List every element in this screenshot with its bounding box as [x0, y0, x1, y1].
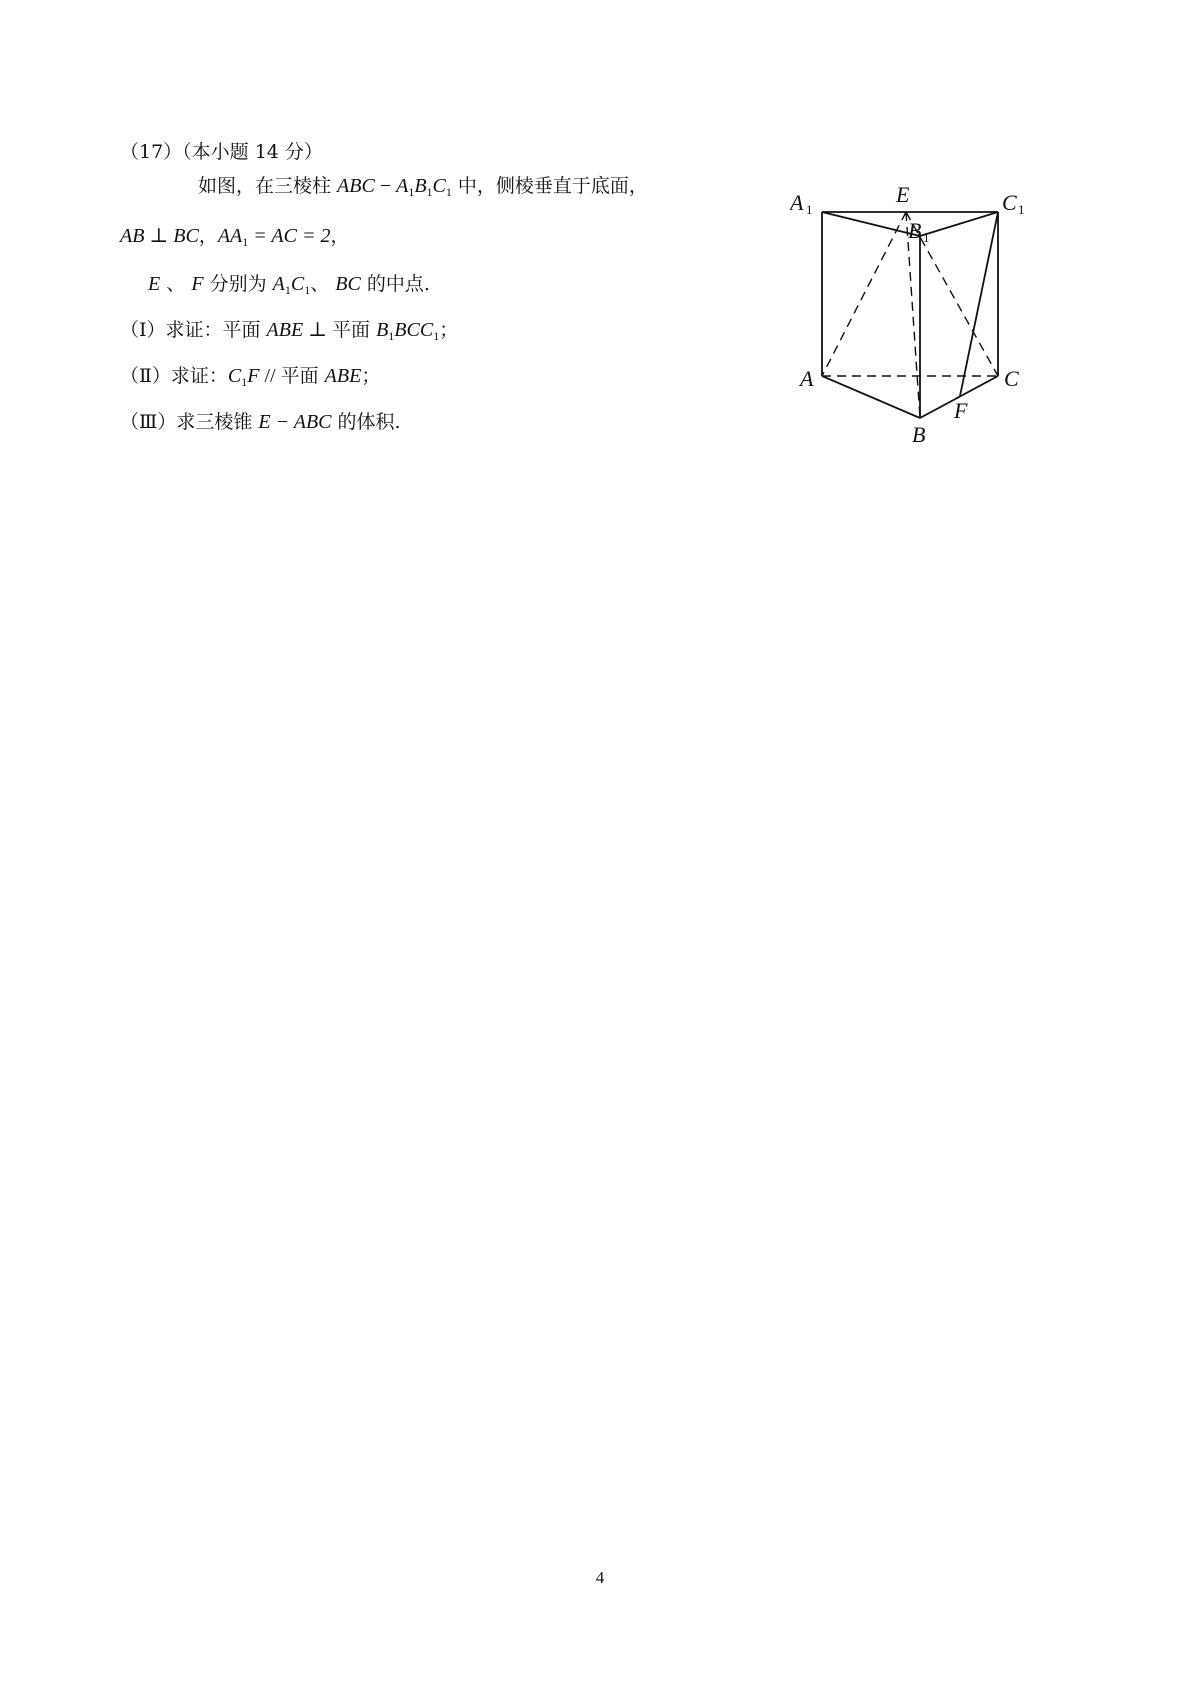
edge-a-b: [822, 376, 920, 418]
problem-intro: [198, 174, 648, 198]
dashed-segment-e-a: [822, 212, 906, 376]
midpoint-end: 的中点.: [360, 273, 430, 295]
minus-sign: −: [374, 175, 397, 197]
segment-bc: BC: [335, 273, 361, 295]
label-a1-sub: 1: [806, 202, 813, 217]
label-b: B: [912, 422, 926, 447]
label-c1-sub: 1: [1018, 202, 1025, 217]
part-3-label: （Ⅲ）求三棱锥: [120, 411, 259, 433]
plane-abe-2: ABE: [324, 365, 362, 387]
part-1-perp: ⊥: [303, 319, 333, 341]
part-2-label: （Ⅱ）求证：: [120, 365, 228, 387]
midpoint-sep: 、: [160, 273, 186, 295]
equation-lhs: $AA_1$: [217, 225, 249, 249]
prism-name: ABC: [337, 175, 375, 197]
intro-prefix: 如图，在三棱柱: [198, 175, 338, 197]
condition-ab: AB: [120, 225, 145, 247]
plane-b1bcc1: $B_1BCC_1$: [376, 319, 440, 343]
prism-top-name: $A_1B_1C_1$: [396, 175, 452, 199]
label-e: E: [896, 182, 910, 207]
plane-abe: ABE: [266, 319, 304, 341]
problem-header-text: （17）（本小题 14 分）: [120, 141, 323, 163]
label-b1: B: [908, 218, 922, 243]
midpoint-text: 分别为: [203, 273, 273, 295]
label-a: A: [800, 366, 814, 391]
segment-c1-f: [960, 212, 998, 396]
equation-end: ，: [330, 225, 350, 247]
part-1-label: （Ⅰ）求证：平面: [120, 319, 267, 341]
label-f: F: [954, 398, 968, 423]
label-b1-sub: 1: [923, 230, 930, 245]
prism-figure: [790, 180, 1050, 460]
part-1-end: ；: [439, 319, 459, 341]
segment-c1f: $C_1F$: [227, 365, 260, 389]
page-number: 4: [595, 1568, 605, 1587]
label-c1: C: [1002, 190, 1017, 215]
part-3-end: 的体积.: [331, 411, 401, 433]
label-a1: A: [790, 190, 804, 215]
edge-a1-b1: [822, 212, 920, 236]
edge-b1-c1: [920, 212, 998, 236]
equation-rest: = AC = 2: [248, 225, 331, 247]
problem-conditions: [120, 224, 349, 248]
segment-a1c1: $A_1C_1$: [272, 273, 311, 297]
problem-part-1: [120, 318, 458, 342]
problem-midpoints: [148, 272, 430, 296]
intro-suffix: 中，侧棱垂直于底面，: [451, 175, 648, 197]
parallel-symbol: //: [259, 365, 281, 387]
perp-symbol: ⊥: [144, 225, 174, 247]
label-c: C: [1004, 366, 1019, 391]
point-e: E: [148, 273, 161, 295]
part-1-mid: 平面: [332, 319, 377, 341]
problem-header: [120, 140, 323, 164]
part-2-end: ；: [361, 365, 381, 387]
problem-part-2: [120, 364, 380, 388]
part-2-mid: 平面: [280, 365, 325, 387]
pyramid-name: E − ABC: [258, 411, 332, 433]
midpoint-sep2: 、: [310, 273, 336, 295]
problem-part-3: [120, 410, 401, 434]
condition-comma: ，: [198, 225, 218, 247]
condition-bc: BC: [173, 225, 199, 247]
point-f: F: [191, 273, 204, 295]
